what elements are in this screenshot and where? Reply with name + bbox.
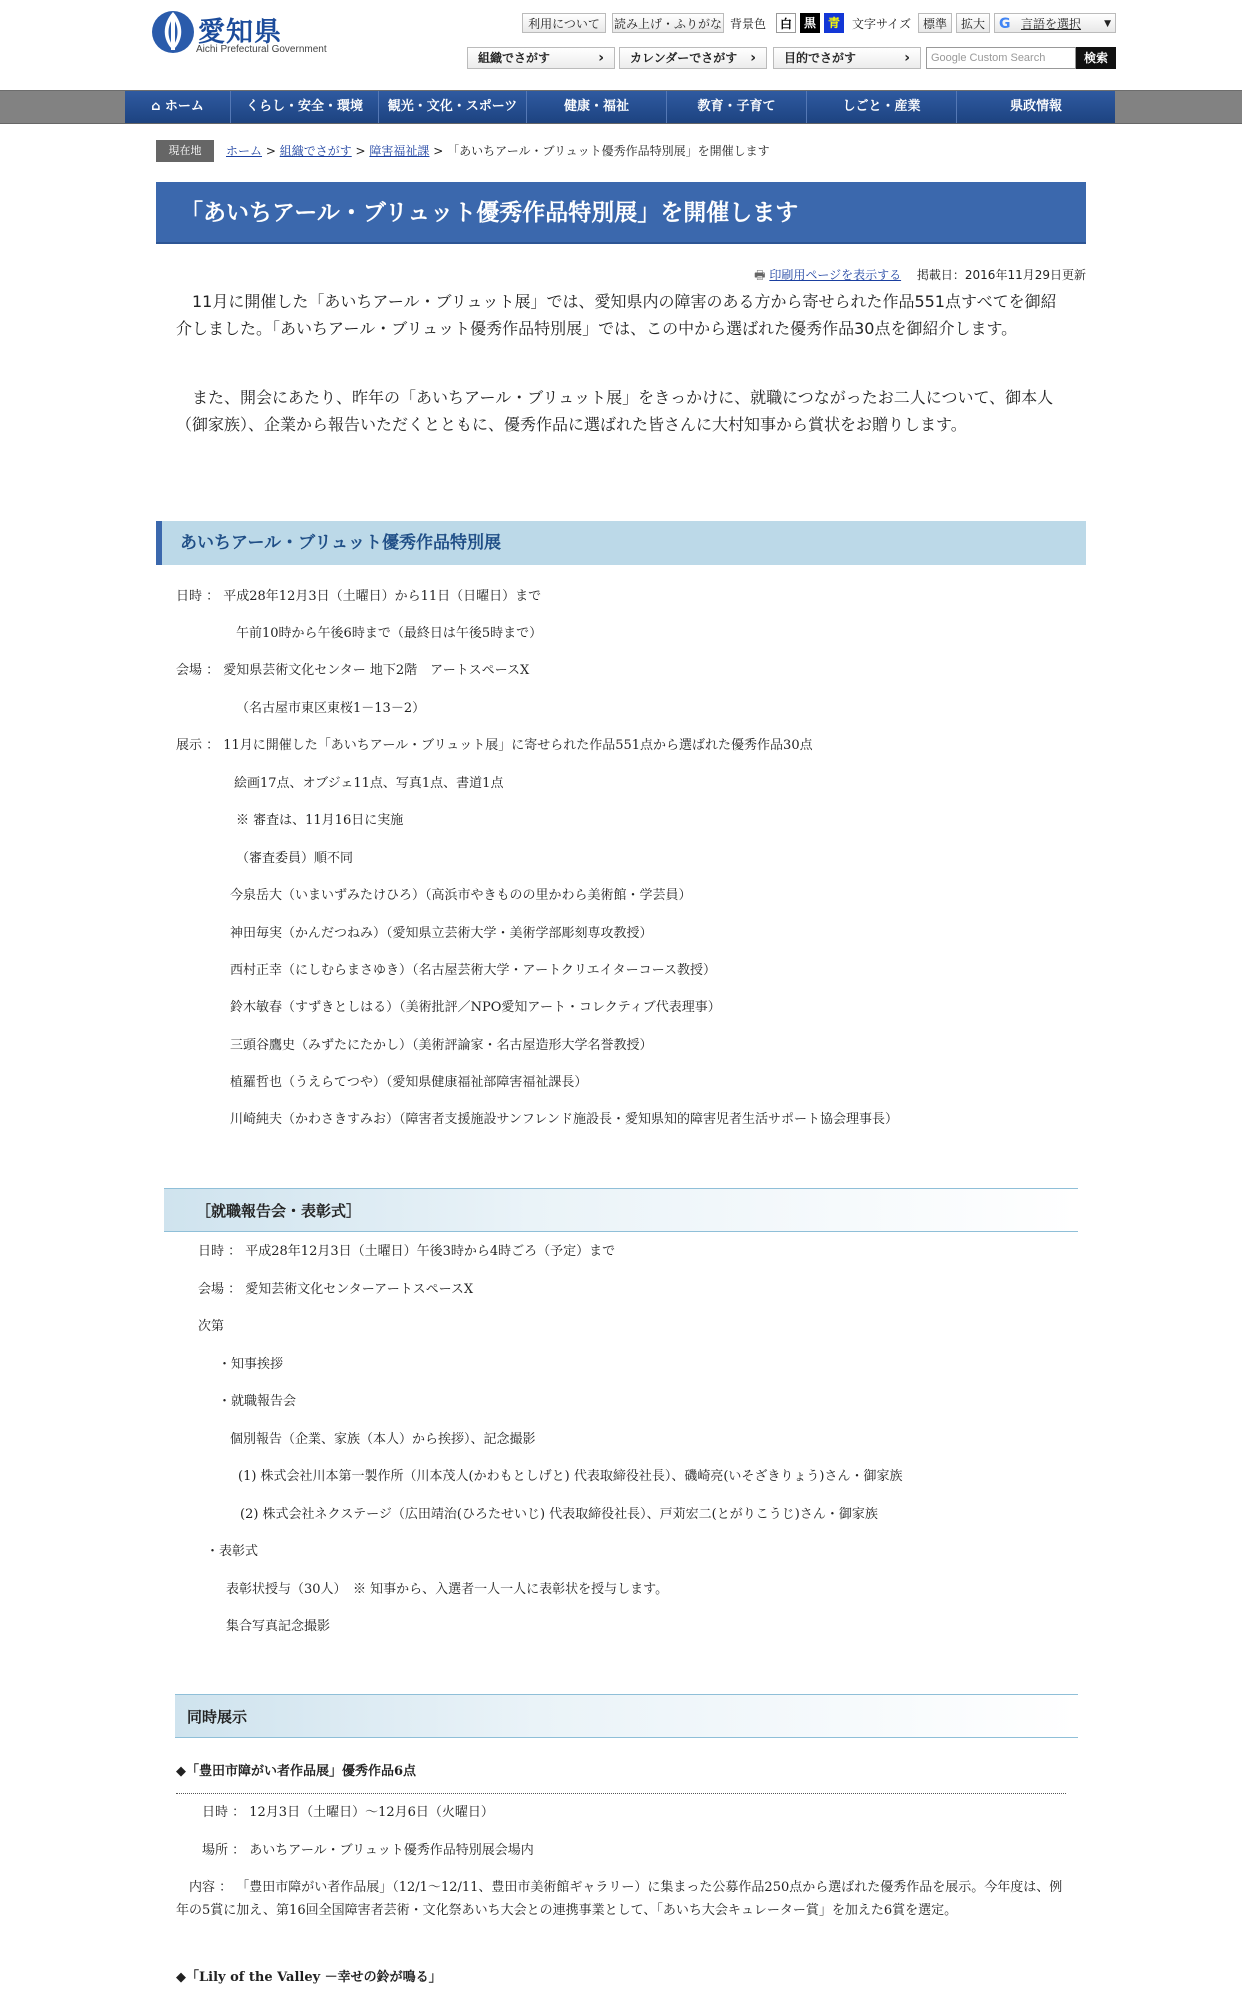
page-title: 「あいちアール・ブリュット優秀作品特別展」を開催します <box>156 182 1086 244</box>
site-logo[interactable] <box>150 6 340 58</box>
s1-line-hours: 午前10時から午後6時まで（最終日は午後5時まで） <box>236 626 543 641</box>
exhibit-heading-2: ◆「Lily of the Valley －幸せの鈴が鳴る」 <box>176 1970 442 1985</box>
judge-item: 鈴木敏春（すずきとしはる）（美術批評／NPO愛知アート・コレクティブ代表理事） <box>230 1000 721 1015</box>
aichi-emblem-icon <box>150 6 196 56</box>
s2-line-date: 日時 ： 平成28年12月3日（土曜日）午後3時から4時ごろ（予定）まで <box>198 1244 616 1259</box>
gnav-home[interactable] <box>125 91 231 123</box>
google-g-icon: G <box>999 16 1011 32</box>
bg-black-button[interactable]: 黒 <box>800 13 820 33</box>
gnav-education[interactable]: 教育・子育て <box>667 91 807 123</box>
s2-line-greeting: ・知事挨拶 <box>218 1357 284 1372</box>
bg-color-label: 背景色 <box>730 17 767 31</box>
dotted-divider <box>176 1793 1066 1794</box>
gnav-tourism[interactable]: 観光・文化・スポーツ <box>379 91 527 123</box>
s2-line-award: ・表彰式 <box>206 1544 259 1559</box>
s2-line-venue: 会場 ： 愛知芸術文化センターアートスペースX <box>198 1282 474 1297</box>
logo-name: 愛知県 <box>198 17 282 48</box>
breadcrumb-org[interactable]: 組織でさがす <box>279 144 352 158</box>
judge-item: 今泉岳大（いまいずみたけひろ）（高浜市やきものの里かわら美術館・学芸員） <box>230 888 692 903</box>
search-by-purpose-label: 目的でさがす <box>784 51 857 65</box>
search-by-org-label: 組織でさがす <box>478 51 551 65</box>
breadcrumb-current: 「あいちアール・ブリュット優秀作品特別展」を開催します <box>447 144 770 158</box>
chevron-right-icon: › <box>904 50 910 66</box>
font-size-label: 文字サイズ <box>852 17 912 31</box>
gnav-govt[interactable]: 県政情報 <box>1009 99 1062 114</box>
subsection-heading: ［就職報告会・表彰式］ <box>164 1188 1078 1232</box>
breadcrumb: ホーム > 組織でさがす > 障害福祉課 > 「あいちアール・ブリュット優秀作品特別展」を開催します <box>226 144 770 158</box>
s1-line-judges: （審査委員）順不同 <box>236 851 354 866</box>
s2-line-program: 次第 <box>198 1319 225 1334</box>
s3-line-date: 日時 ： 12月3日（土曜日）～12月6日（火曜日） <box>202 1805 494 1820</box>
chevron-right-icon: › <box>598 50 604 66</box>
printer-icon: 🖶 <box>754 268 766 282</box>
search-by-calendar-label: カレンダーでさがす <box>630 51 738 65</box>
breadcrumb-dept[interactable]: 障害福祉課 <box>369 144 430 158</box>
s1-line-venue: 会場 ： 愛知県芸術文化センター 地下2階 アートスペースX <box>176 663 530 678</box>
breadcrumb-home[interactable]: ホーム <box>226 144 263 158</box>
search-by-org-button[interactable] <box>467 47 615 69</box>
chevron-down-icon: ▼ <box>1104 19 1111 29</box>
breadcrumb-tag: 現在地 <box>156 140 214 162</box>
bg-white-button[interactable]: 白 <box>776 13 796 33</box>
gnav-health[interactable]: 健康・福祉 <box>527 91 667 123</box>
s1-line-exhibit: 展示 ： 11月に開催した「あいちアール・ブリュット展」に寄せられた作品551点から選ばれた優秀作品30点 <box>176 738 813 753</box>
language-select[interactable] <box>994 13 1116 33</box>
intro-paragraph-2: また、開会にあたり、昨年の「あいちアール・ブリュット展」をきっかけに、就職につながったお二人について、御本人（御家族）、企業から報告いただくとともに、優秀作品に選ばれた皆さんに大村知事から賞状をお贈りします。 <box>176 388 1054 434</box>
font-large-button[interactable]: 拡大 <box>956 13 990 33</box>
s1-line-date: 日時 ： 平成28年12月3日（土曜日）から11日（日曜日）まで <box>176 589 542 604</box>
s2-line-individual: 個別報告（企業、家族（本人）から挨拶）、記念撮影 <box>230 1432 536 1447</box>
search-by-purpose-button[interactable] <box>773 47 921 69</box>
home-icon: ⌂ <box>151 99 165 114</box>
section-heading: あいちアール・ブリュット優秀作品特別展 <box>156 521 1086 565</box>
s2-line-photo: 集合写真記念撮影 <box>226 1619 331 1634</box>
chevron-right-icon: › <box>750 50 756 66</box>
s2-line-company-2: (2) 株式会社ネクステージ（広田靖治(ひろたせいじ) 代表取締役社長）、戸苅宏二(とがりこうじ)さん・御家族 <box>240 1507 878 1522</box>
site-header <box>0 0 1242 90</box>
print-link[interactable]: 印刷用ページを表示する <box>769 268 902 282</box>
search-button[interactable]: 検索 <box>1076 47 1116 69</box>
s1-line-breakdown: 絵画17点、オブジェ11点、写真1点、書道1点 <box>234 776 504 791</box>
search-input[interactable]: Google Custom Search <box>926 47 1076 69</box>
search-by-calendar-button[interactable] <box>619 47 767 69</box>
s2-line-certificate: 表彰状授与（30人） ※ 知事から、入選者一人一人に表彰状を授与します。 <box>226 1582 669 1597</box>
font-standard-button[interactable]: 標準 <box>918 13 952 33</box>
gnav-work[interactable]: しごと・産業 <box>807 91 957 123</box>
logo-subtitle: Aichi Prefectural Government <box>196 44 327 55</box>
s1-line-note: ※ 審査は、11月16日に実施 <box>236 813 404 828</box>
judge-item: 神田毎実（かんだつねみ）（愛知県立芸術大学・美術学部彫刻専攻教授） <box>230 926 653 941</box>
reading-furigana-link[interactable]: 読み上げ・ふりがな <box>612 13 724 33</box>
s1-line-address: （名古屋市東区東桜1－13－2） <box>236 701 426 716</box>
s3-line-place: 場所 ： あいちアール・ブリュット優秀作品特別展会場内 <box>202 1843 534 1858</box>
subsection-heading: 同時展示 <box>175 1694 1078 1738</box>
s3-line-content: 内容 ： 「豊田市障がい者作品展」（12/1～12/11、豊田市美術館ギャラリー）に集まった公募作品250点から選ばれた優秀作品を展示。今年度は、例年の5賞に加え、第16回全国障害者芸術・文化祭あいち大会との連携事業として、「あいち大会キュレーター賞」を加えた6賞を選定。 <box>176 1880 1063 1918</box>
print-line <box>754 266 1086 287</box>
intro-paragraph-1: 11月に開催した「あいちアール・ブリュット展」では、愛知県内の障害のある方から寄せられた作品551点すべてを御紹介しました。「あいちアール・ブリュット優秀作品特別展」では、この中から選ばれた優秀作品30点を御紹介します。 <box>176 292 1057 338</box>
posted-date: 掲載日：2016年11月29日更新 <box>916 268 1086 282</box>
judge-item: 植羅哲也（うえらてつや）（愛知県健康福祉部障害福祉課長） <box>230 1075 588 1090</box>
gnav-living[interactable]: くらし・安全・環境 <box>231 91 379 123</box>
language-select-label: 言語を選択 <box>1021 17 1082 31</box>
bg-blue-button[interactable]: 青 <box>824 13 844 33</box>
usage-link[interactable]: 利用について <box>522 13 606 33</box>
judge-item: 三頭谷鷹史（みずたにたかし）（美術評論家・名古屋造形大学名誉教授） <box>230 1038 653 1053</box>
exhibit-heading-1: ◆「豊田市障がい者作品展」優秀作品6点 <box>176 1764 417 1779</box>
global-nav <box>0 90 1242 124</box>
s2-line-report: ・就職報告会 <box>218 1394 297 1409</box>
s2-line-company-1: (1) 株式会社川本第一製作所（川本茂人(かわもとしげと) 代表取締役社長）、磯崎亮(いそざきりょう)さん・御家族 <box>238 1469 903 1484</box>
judge-item: 西村正幸（にしむらまさゆき）（名古屋芸術大学・アートクリエイターコース教授） <box>230 963 716 978</box>
judge-item: 川崎純夫（かわさきすみお）（障害者支援施設サンフレンド施設長・愛知県知的障害児者生活サポート協会理事長） <box>230 1112 899 1127</box>
gnav-home-label: ホーム <box>164 99 204 114</box>
